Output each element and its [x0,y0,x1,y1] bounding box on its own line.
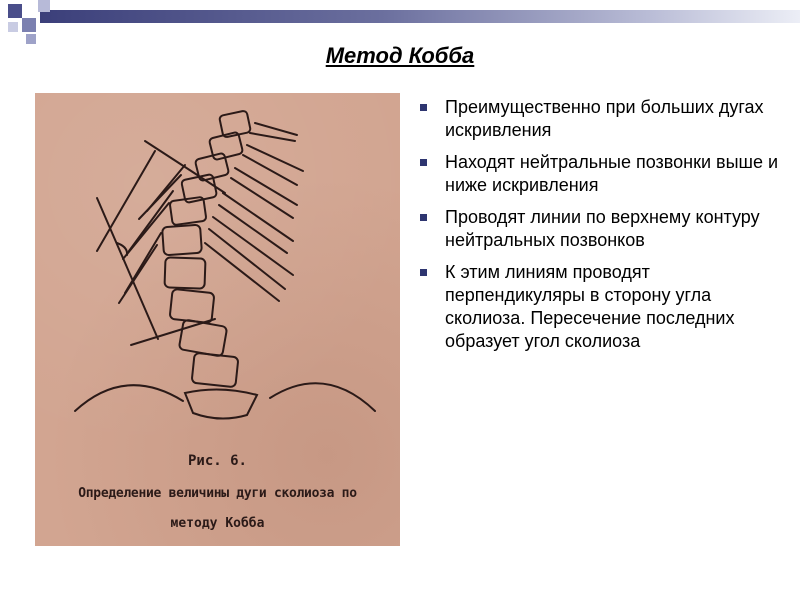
rib [243,155,297,185]
rib [223,193,293,241]
vertebra [192,353,239,387]
cobb-upper-perpendicular [97,151,155,251]
slide-title: Метод Кобба [325,43,475,68]
bullet-item [420,206,780,252]
figure-caption-line2: методу Кобба [170,516,265,531]
header-gradient-bar [40,10,800,23]
bullet-text: Преимущественно при больших дугах искривления [445,97,764,140]
rib [255,123,297,135]
rib [205,243,279,301]
sacrum [185,389,257,418]
pelvis-right [270,383,375,411]
rib [250,133,295,141]
cobb-perpendicular-long [97,198,158,339]
bullet-text: Находят нейтральные позвонки выше и ниже искривления [445,152,779,195]
figure-number: Рис. 6. [187,453,247,469]
bullet-item [420,96,780,142]
bullet-text: К этим линиям проводят перпендикуляры в сторону угла сколиоза. Пересечение последних образует угол сколиоза [445,262,735,351]
square-bullet-icon [420,104,427,111]
pelvis-left [75,385,183,411]
figure-caption-line1: Определение величины дуги сколиоза по [78,486,357,501]
rib [209,229,285,289]
vertebra [164,257,205,288]
header-square [8,4,22,18]
rib [213,217,293,275]
rib [247,145,303,171]
rib [129,191,173,251]
spine-illustration [35,93,400,546]
bullet-item [420,151,780,197]
bullet-list [420,96,780,362]
vertebra [170,289,215,323]
square-bullet-icon [420,269,427,276]
vertebra [219,110,251,137]
cobb-method-figure [35,93,400,546]
header-square [38,0,50,12]
bullet-text: Проводят линии по верхнему контуру нейтральных позвонков [445,207,760,250]
square-bullet-icon [420,159,427,166]
header-square [8,22,18,32]
header-square [22,18,36,32]
vertebra [179,319,228,356]
cobb-upper-line [145,141,225,193]
vertebra [162,225,202,256]
vertebra [169,197,206,225]
bullet-item [420,261,780,353]
square-bullet-icon [420,214,427,221]
